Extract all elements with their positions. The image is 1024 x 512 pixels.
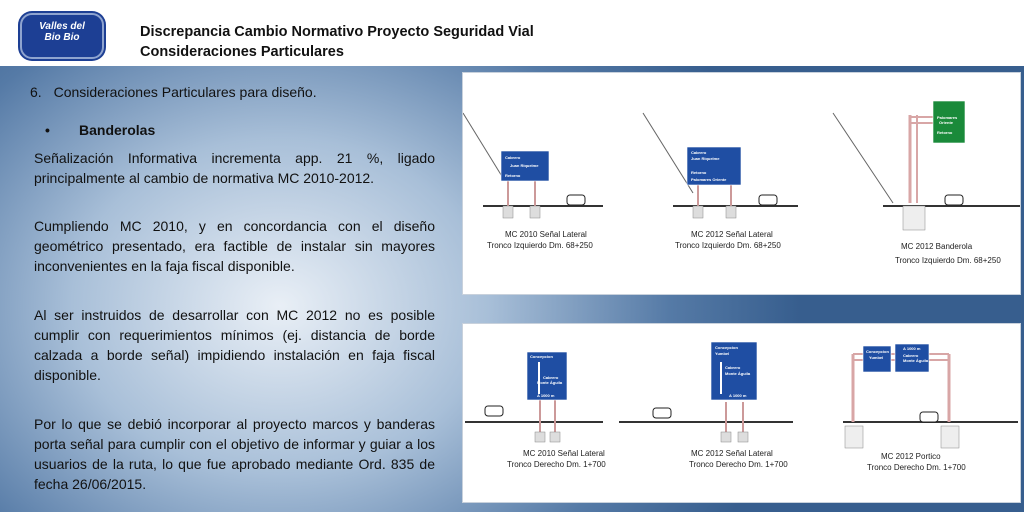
paragraph-3: Al ser instruidos de desarrollar con MC 2012 no es posible cumplir con requerimientos mínimos (ej. distancia de borde calzada a borde señal) impidiendo instalación en faja fiscal disponible.: [34, 307, 435, 383]
bottom-caption-1-line-2: Tronco Derecho Dm. 1+700: [507, 460, 606, 469]
bottom-caption-3-line-2: Tronco Derecho Dm. 1+700: [867, 463, 966, 472]
bottom-caption-1-line-1: MC 2010 Señal Lateral: [523, 449, 605, 458]
top-caption-2-line-1: MC 2012 Señal Lateral: [691, 230, 773, 239]
top-signage-drawing: [463, 73, 1020, 294]
bottom-sign-2-line-4: Monte Águila: [725, 371, 751, 376]
bullet-item: [45, 122, 245, 142]
header-bar: [0, 0, 1024, 66]
bottom-sign-2-line-3: Cabrero: [725, 365, 741, 370]
top-caption-1-line-1: MC 2010 Señal Lateral: [505, 230, 587, 239]
top-caption-1-line-2: Tronco Izquierdo Dm. 68+250: [487, 241, 593, 250]
paragraph-1: Señalización Informativa incrementa app. 21 %, ligado principalmente al cambio de normativa MC 2010-2012.: [34, 150, 435, 186]
sign-2-line-4: Palomares Oriente: [691, 177, 727, 182]
logo-text: [22, 21, 102, 43]
bottom-sign-2-line-5: A 1000 m: [729, 393, 747, 398]
bullet-symbol: •: [45, 122, 50, 138]
bottom-caption-3-line-1: MC 2012 Portico: [881, 452, 941, 461]
sign-2-line-3: Retorno: [691, 170, 707, 175]
bottom-sign-1-line-1: Concepcion: [530, 354, 553, 359]
bottom-sign-3a-line-2: Yumbel: [869, 355, 884, 360]
sign-2-line-1: Cabrero: [691, 150, 707, 155]
section-heading: [30, 84, 317, 100]
title-line-1: Discrepancia Cambio Normativo Proyecto Seguridad Vial: [140, 24, 534, 40]
bottom-signage-panel: [462, 323, 1021, 503]
bottom-sign-1-line-2: Cabrero: [543, 375, 559, 380]
top-caption-2-line-2: Tronco Izquierdo Dm. 68+250: [675, 241, 781, 250]
logo-line-2: Bio Bio: [44, 32, 80, 43]
heading-number: 6.: [30, 84, 42, 100]
bottom-sign-3b-line-1: A 1000 m: [903, 346, 921, 351]
sign-3-line-2: Oriente: [939, 120, 954, 125]
sign-3-line-3: Retorno: [937, 130, 953, 135]
bottom-sign-1-line-4: A 1000 m: [537, 393, 555, 398]
company-logo: [20, 13, 104, 59]
top-caption-3-line-2: Tronco Izquierdo Dm. 68+250: [895, 256, 1001, 265]
bottom-sign-2-line-2: Yumbel: [715, 351, 730, 356]
sign-3-line-1: Palomares: [937, 115, 958, 120]
sign-1-line-3: Retorno: [505, 173, 521, 178]
bullet-label: Banderolas: [79, 122, 156, 138]
bottom-sign-1-line-3: Monte Águila: [537, 380, 563, 385]
paragraph-2: Cumpliendo MC 2010, y en concordancia con el diseño geométrico presentado, era factible de instalar sin mayores inconvenientes en la faja fiscal disponible.: [34, 218, 435, 274]
bottom-signage-drawing: [463, 324, 1020, 502]
title-line-2: Consideraciones Particulares: [140, 44, 344, 60]
bottom-sign-3b-line-2: Cabrero: [903, 353, 919, 358]
heading-text: Consideraciones Particulares para diseño.: [53, 84, 317, 100]
paragraph-4: Por lo que se debió incorporar al proyecto marcos y banderas porta señal para cumplir con el objetivo de informar y guiar a los usuarios de la ruta, lo que fue aprobado mediante Ord. 835 de fecha 26/06/2015.: [34, 416, 435, 492]
slide-title: [140, 22, 534, 62]
sign-2-line-2: Juan Riquelme: [691, 156, 720, 161]
bottom-sign-3a-line-1: Concepcion: [866, 349, 889, 354]
sign-1-line-1: Cabrero: [505, 155, 521, 160]
top-signage-panel: [462, 72, 1021, 295]
bottom-sign-2-line-1: Concepcion: [715, 345, 738, 350]
logo-line-1: Valles del: [39, 21, 85, 32]
bottom-caption-2-line-2: Tronco Derecho Dm. 1+700: [689, 460, 788, 469]
top-caption-3-line-1: MC 2012 Banderola: [901, 242, 973, 251]
sign-1-line-2: Juan Riquelme: [510, 163, 539, 168]
bottom-caption-2-line-1: MC 2012 Señal Lateral: [691, 449, 773, 458]
bottom-sign-3b-line-3: Monte Águila: [903, 358, 929, 363]
